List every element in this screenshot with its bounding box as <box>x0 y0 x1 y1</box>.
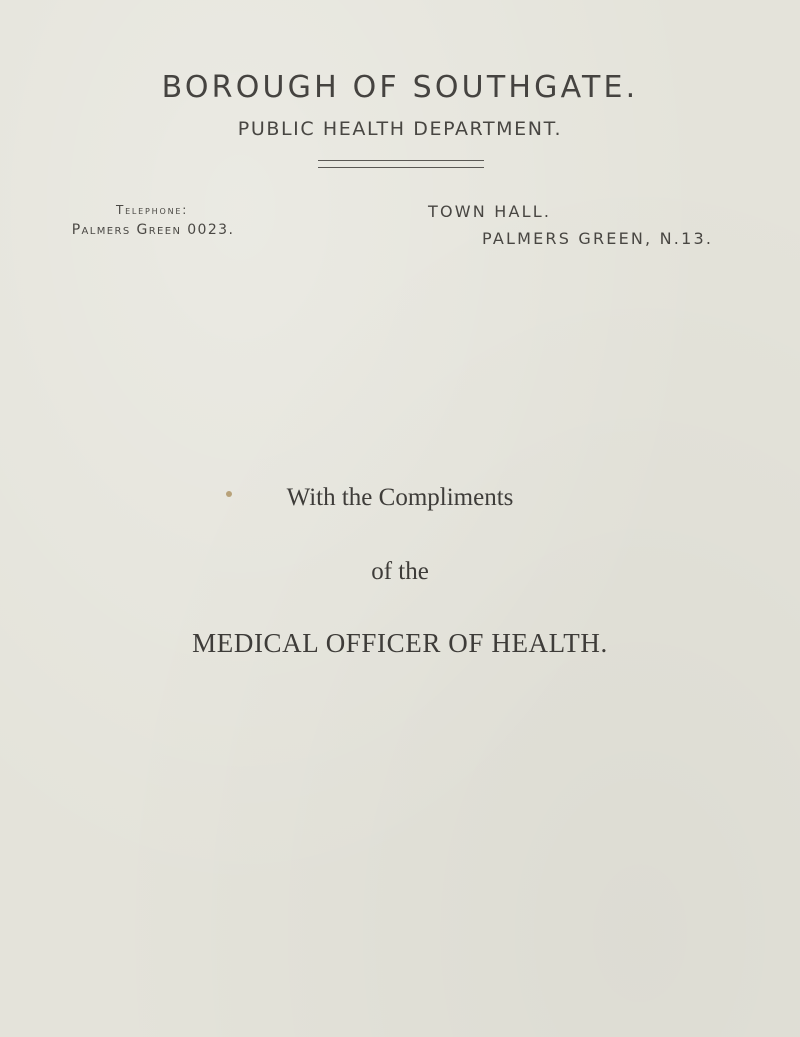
address-line-1: TOWN HALL. <box>428 202 552 221</box>
officer-title: MEDICAL OFFICER OF HEALTH. <box>192 628 608 658</box>
address-line-2: PALMERS GREEN, N.13. <box>482 229 714 248</box>
double-rule-top <box>318 160 484 161</box>
double-rule-bottom <box>318 167 484 168</box>
telephone-label: Telephone: <box>115 203 189 217</box>
telephone-number: Palmers Green 0023. <box>71 222 235 238</box>
compliments-line: With the Compliments <box>286 484 514 511</box>
of-the-line: of the <box>371 558 429 585</box>
borough-title: BOROUGH OF SOUTHGATE. <box>161 70 639 105</box>
department-subtitle: PUBLIC HEALTH DEPARTMENT. <box>237 118 563 140</box>
